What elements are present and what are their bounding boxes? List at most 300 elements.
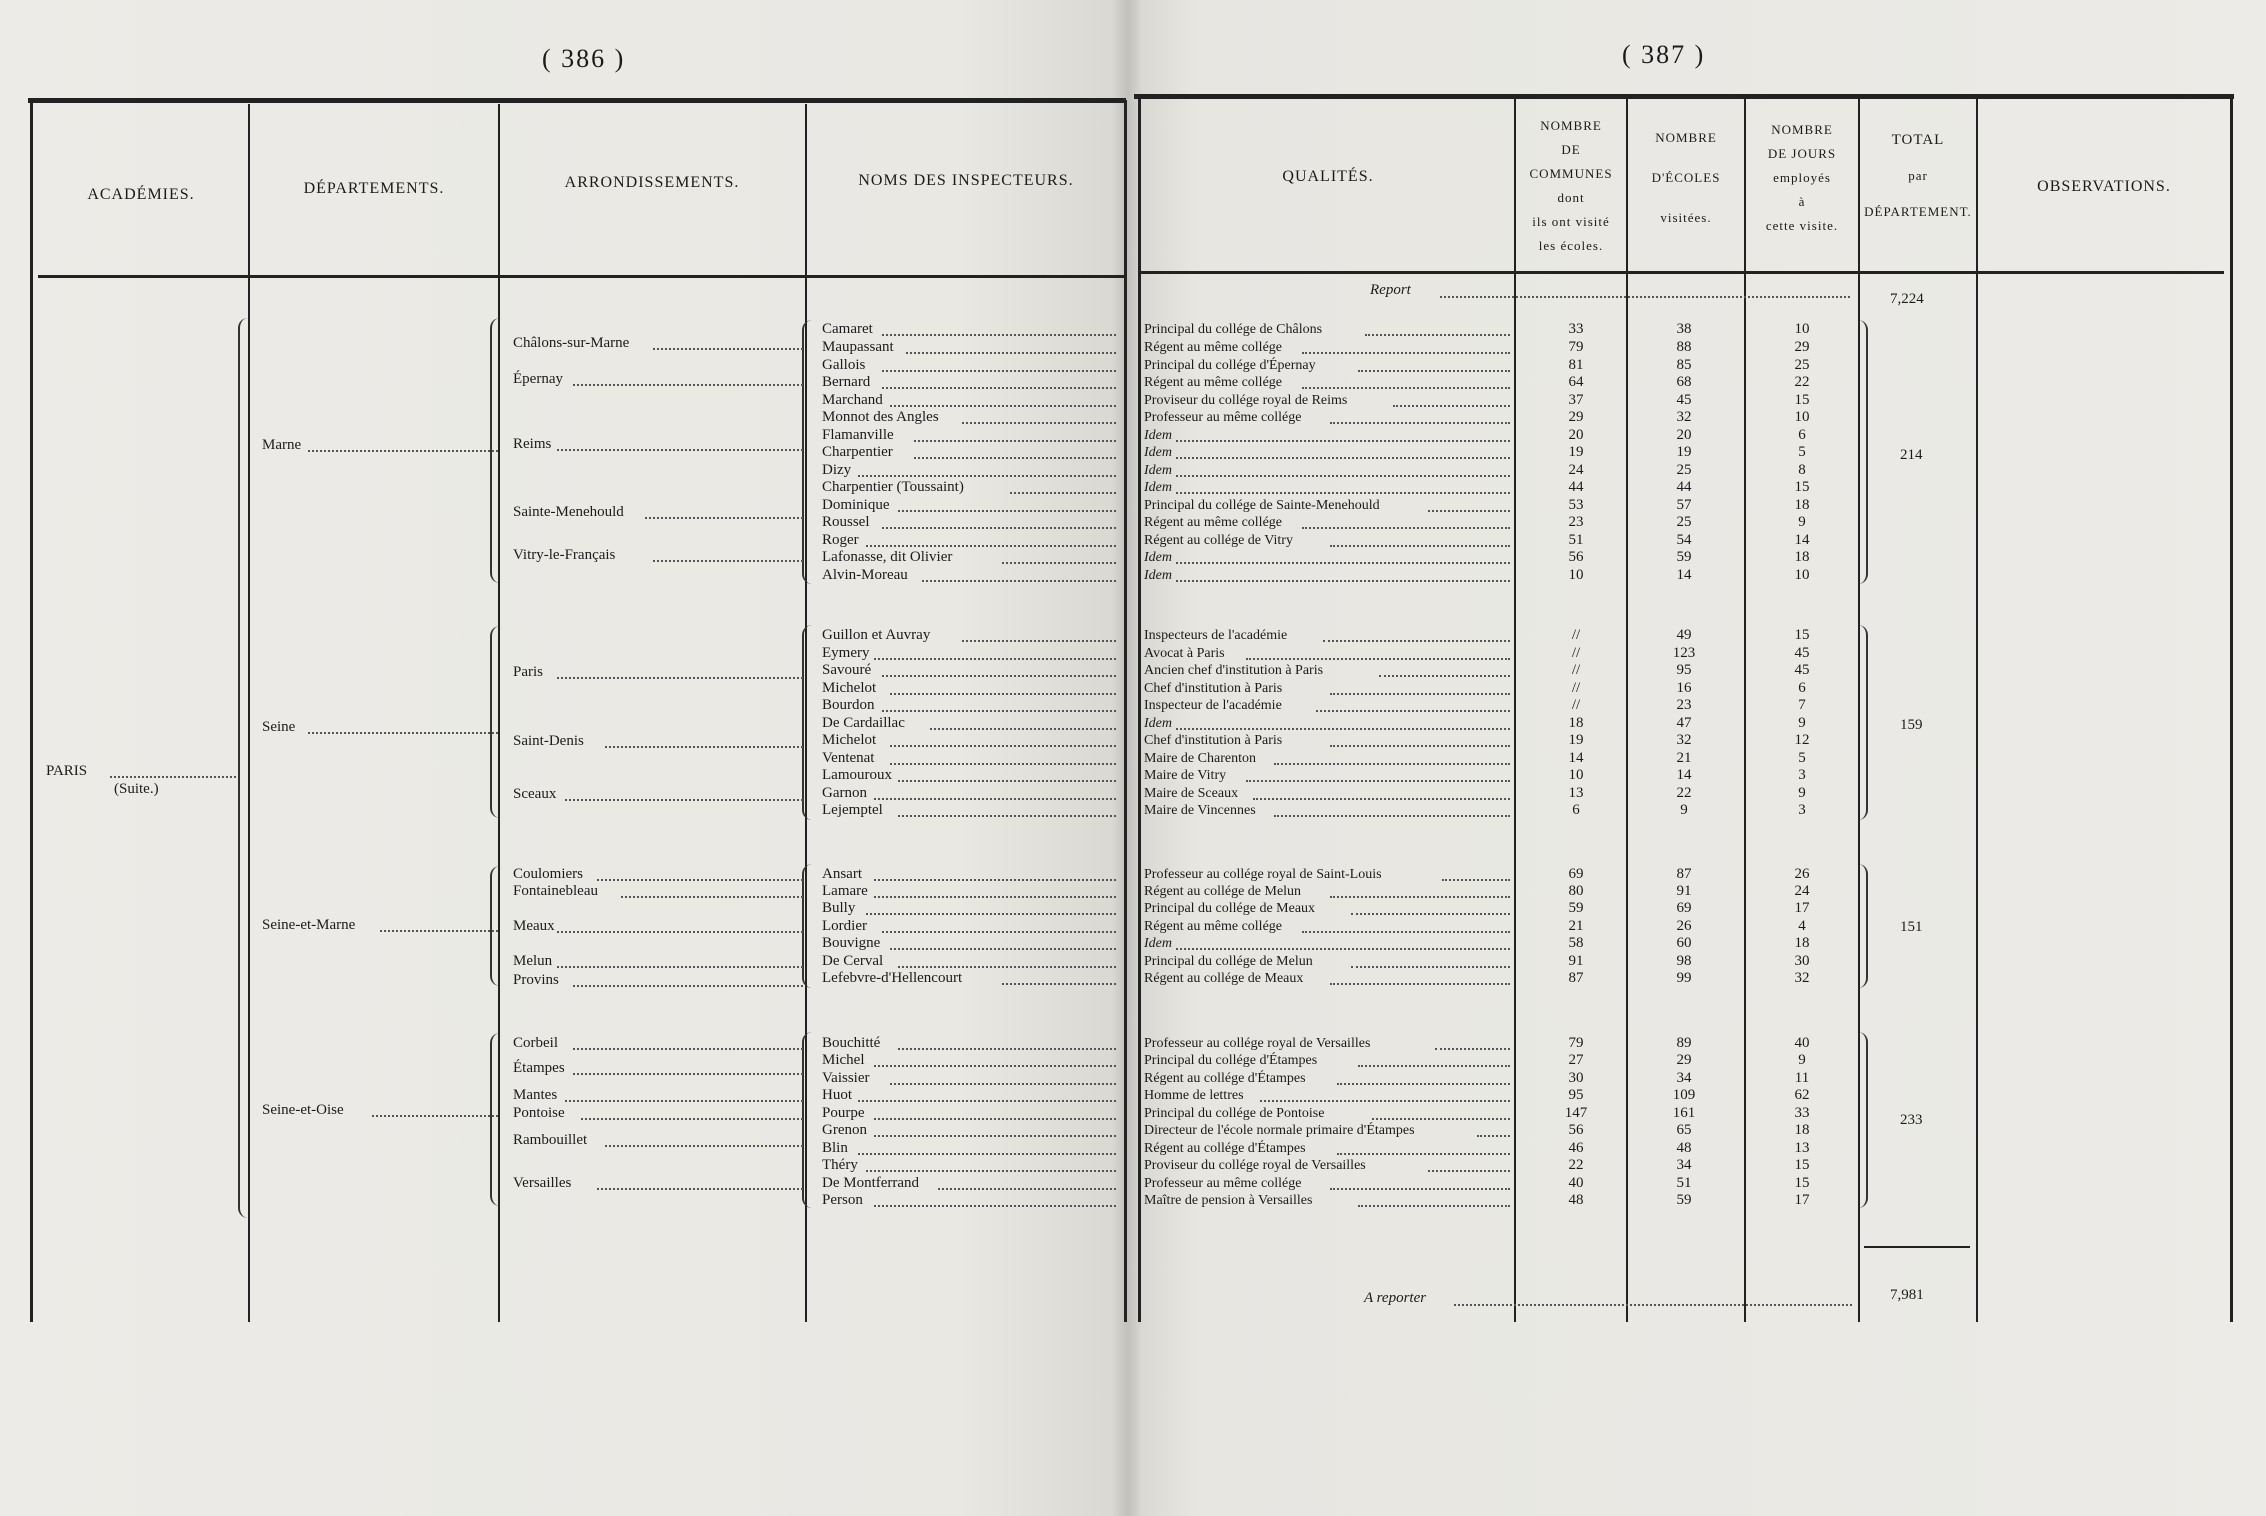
leader-dots — [938, 1188, 1116, 1190]
ecoles-count: 60 — [1676, 935, 1692, 951]
leader-dots — [1323, 640, 1510, 642]
header-rule-left — [38, 275, 1124, 278]
leader-dots — [1393, 405, 1510, 407]
jours-count: 15 — [1794, 627, 1810, 643]
sum-rule — [1864, 1246, 1970, 1248]
col-rule — [1626, 96, 1628, 1322]
academy-name: PARIS — [46, 763, 88, 779]
jours-count: 15 — [1794, 1157, 1810, 1173]
inspector-name: Lafonasse, dit Olivier — [822, 549, 953, 565]
communes-count: 53 — [1568, 497, 1584, 513]
ecoles-count: 109 — [1672, 1087, 1696, 1103]
leader-dots — [898, 780, 1116, 782]
ecoles-count: 48 — [1676, 1140, 1692, 1156]
leader-dots — [1428, 510, 1510, 512]
inspector-name: Lamouroux — [822, 767, 892, 783]
department-name: Marne — [262, 437, 302, 453]
header-jours-line: à — [1798, 194, 1806, 209]
jours-count: 45 — [1794, 645, 1810, 661]
inspector-qualite: Homme de lettres — [1144, 1088, 1244, 1103]
arrondissement-name: Fontainebleau — [513, 883, 598, 899]
inspector-name: Michelot — [822, 680, 877, 696]
inspector-qualite: Régent au collége de Melun — [1144, 884, 1302, 899]
col-rule — [2230, 96, 2233, 1322]
inspector-qualite: Maire de Vincennes — [1144, 803, 1256, 818]
leader-dots — [653, 560, 803, 562]
inspector-name: De Montferrand — [822, 1175, 920, 1191]
inspector-qualite: Idem — [1144, 716, 1172, 731]
inspector-qualite: Régent au collége d'Étampes — [1144, 1141, 1306, 1156]
leader-dots — [1330, 896, 1510, 898]
inspector-qualite: Professeur au collége royal de Versailles — [1144, 1036, 1371, 1051]
leader-dots — [557, 931, 803, 933]
header-communes-line: NOMBRE — [1540, 118, 1602, 133]
department-total: 151 — [1900, 919, 1923, 935]
inspector-qualite: Professeur au même collége — [1144, 410, 1302, 425]
arrondissement-name: Meaux — [513, 918, 555, 934]
leader-dots — [882, 931, 1116, 933]
inspector-name: Bully — [822, 900, 856, 916]
leader-dots — [874, 658, 1116, 660]
leader-dots — [1302, 352, 1510, 354]
inspector-name: De Cardaillac — [822, 715, 905, 731]
inspector-name: Charpentier (Toussaint) — [822, 479, 964, 495]
header-total-line: par — [1908, 168, 1928, 183]
ecoles-count: 25 — [1676, 514, 1692, 530]
inspector-qualite: Idem — [1144, 550, 1172, 565]
jours-count: 17 — [1794, 900, 1810, 916]
jours-count: 22 — [1794, 374, 1810, 390]
arrondissement-name: Saint-Denis — [513, 733, 584, 749]
inspector-qualite: Maire de Charenton — [1144, 751, 1256, 766]
header-communes-line: ils ont visité — [1532, 214, 1610, 229]
group-brace — [1858, 320, 1868, 584]
inspector-name: Bouvigne — [822, 935, 881, 951]
leader-dots — [1176, 440, 1510, 442]
leader-dots — [922, 580, 1116, 582]
jours-count: 26 — [1794, 866, 1810, 882]
leader-dots — [1330, 545, 1510, 547]
communes-count: 24 — [1568, 462, 1584, 478]
leader-dots — [1302, 527, 1510, 529]
jours-count: 62 — [1794, 1087, 1810, 1103]
inspector-name: Savouré — [822, 662, 872, 678]
ecoles-count: 16 — [1676, 680, 1692, 696]
ecoles-count: 98 — [1676, 953, 1692, 969]
leader-dots — [882, 527, 1116, 529]
inspector-qualite: Idem — [1144, 428, 1172, 443]
communes-count: 81 — [1568, 357, 1584, 373]
leader-dots — [858, 1100, 1116, 1102]
leader-dots — [380, 930, 498, 932]
header-total — [1862, 128, 1974, 224]
leader-dots — [573, 1048, 803, 1050]
ecoles-count: 22 — [1676, 785, 1692, 801]
ecoles-count: 26 — [1676, 918, 1692, 934]
jours-count: 24 — [1794, 883, 1810, 899]
communes-count: 80 — [1568, 883, 1584, 899]
jours-count: 17 — [1794, 1192, 1810, 1208]
inspector-name: Ansart — [822, 866, 862, 882]
ecoles-count: 34 — [1676, 1157, 1692, 1173]
leader-dots — [866, 545, 1116, 547]
leader-dots — [1442, 879, 1510, 881]
department-total: 214 — [1900, 447, 1923, 463]
leader-dots — [1330, 745, 1510, 747]
ecoles-count: 65 — [1676, 1122, 1692, 1138]
inspector-name: De Cerval — [822, 953, 884, 969]
inspector-qualite: Principal du collége d'Étampes — [1144, 1053, 1318, 1068]
inspector-qualite: Professeur au même collége — [1144, 1176, 1302, 1191]
inspector-qualite: Régent au même collége — [1144, 515, 1282, 530]
header-communes-line: dont — [1557, 190, 1585, 205]
leader-dots — [597, 879, 803, 881]
inspector-qualite: Régent au collége de Meaux — [1144, 971, 1304, 986]
ecoles-count: 23 — [1676, 697, 1692, 713]
inspector-name: Blin — [822, 1140, 848, 1156]
ecoles-count: 19 — [1676, 444, 1692, 460]
inspector-name: Camaret — [822, 321, 873, 337]
jours-count: 8 — [1798, 462, 1806, 478]
names-brace — [802, 625, 812, 820]
leader-dots — [1176, 475, 1510, 477]
jours-count: 25 — [1794, 357, 1810, 373]
leader-dots — [1302, 931, 1510, 933]
jours-count: 3 — [1798, 802, 1806, 818]
header-jours — [1748, 118, 1856, 238]
jours-count: 10 — [1794, 409, 1810, 425]
communes-count: 10 — [1568, 567, 1584, 583]
communes-count: 29 — [1568, 409, 1584, 425]
communes-count: 37 — [1568, 392, 1584, 408]
department-brace — [490, 1033, 500, 1206]
arrondissement-name: Épernay — [513, 371, 563, 387]
inspector-name: Monnot des Angles — [822, 409, 939, 425]
communes-count: 46 — [1568, 1140, 1584, 1156]
inspector-name: Bouchitté — [822, 1035, 881, 1051]
communes-count: 6 — [1572, 802, 1580, 818]
inspector-qualite: Inspecteur de l'académie — [1144, 698, 1282, 713]
leader-dots — [1477, 1135, 1510, 1137]
leader-dots — [898, 510, 1116, 512]
arrondissement-name: Coulomiers — [513, 866, 583, 882]
academy-suite: (Suite.) — [114, 781, 159, 797]
arrondissement-name: Sainte-Menehould — [513, 504, 624, 520]
leader-dots — [1440, 296, 1850, 298]
inspector-name: Lamare — [822, 883, 868, 899]
leader-dots — [605, 1145, 803, 1147]
inspector-name: Huot — [822, 1087, 852, 1103]
names-brace — [802, 320, 812, 584]
ecoles-count: 95 — [1676, 662, 1692, 678]
inspector-name: Lordier — [822, 918, 867, 934]
jours-count: 6 — [1798, 427, 1806, 443]
page-number-left: ( 386 ) — [542, 44, 626, 73]
jours-count: 5 — [1798, 750, 1806, 766]
communes-count: 13 — [1568, 785, 1584, 801]
ecoles-count: 85 — [1676, 357, 1692, 373]
jours-count: 13 — [1794, 1140, 1810, 1156]
leader-dots — [882, 370, 1116, 372]
inspector-name: Maupassant — [822, 339, 894, 355]
leader-dots — [1372, 1118, 1510, 1120]
report-total: 7,224 — [1890, 291, 1924, 307]
jours-count: 9 — [1798, 715, 1806, 731]
jours-count: 15 — [1794, 392, 1810, 408]
inspector-qualite: Ancien chef d'institution à Paris — [1144, 663, 1324, 678]
inspector-qualite: Principal du collége d'Épernay — [1144, 358, 1316, 373]
inspector-qualite: Idem — [1144, 568, 1172, 583]
header-total-line: DÉPARTEMENT. — [1864, 204, 1972, 219]
jours-count: 12 — [1794, 732, 1810, 748]
ecoles-count: 99 — [1676, 970, 1692, 986]
communes-count: 95 — [1568, 1087, 1584, 1103]
jours-count: 15 — [1794, 479, 1810, 495]
ecoles-count: 14 — [1676, 767, 1692, 783]
inspector-name: Pourpe — [822, 1105, 865, 1121]
leader-dots — [858, 475, 1116, 477]
department-name: Seine-et-Marne — [262, 917, 356, 933]
leader-dots — [1435, 1048, 1510, 1050]
leader-dots — [962, 640, 1116, 642]
ecoles-count: 88 — [1676, 339, 1692, 355]
inspector-qualite: Principal du collége de Melun — [1144, 954, 1313, 969]
left-page — [0, 0, 1128, 1516]
arrondissement-name: Paris — [513, 664, 543, 680]
leader-dots — [866, 1170, 1116, 1172]
arrondissement-name: Reims — [513, 436, 552, 452]
communes-count: 30 — [1568, 1070, 1584, 1086]
leader-dots — [605, 746, 803, 748]
ecoles-count: 161 — [1672, 1105, 1696, 1121]
header-ecoles — [1630, 126, 1742, 230]
jours-count: 5 — [1798, 444, 1806, 460]
inspector-name: Alvin-Moreau — [822, 567, 908, 583]
academy-brace — [238, 318, 248, 1218]
arrondissement-name: Corbeil — [513, 1035, 558, 1051]
ecoles-count: 123 — [1672, 645, 1696, 661]
col-rule — [1976, 96, 1978, 1322]
inspector-qualite: Régent au même collége — [1144, 375, 1282, 390]
leader-dots — [1330, 983, 1510, 985]
leader-dots — [890, 1083, 1116, 1085]
inspector-name: Grenon — [822, 1122, 867, 1138]
leader-dots — [1379, 675, 1510, 677]
department-brace — [490, 318, 500, 583]
inspector-qualite: Principal du collége de Meaux — [1144, 901, 1316, 916]
jours-count: 29 — [1794, 339, 1810, 355]
jours-count: 15 — [1794, 1175, 1810, 1191]
communes-count: 20 — [1568, 427, 1584, 443]
communes-count: 56 — [1568, 1122, 1584, 1138]
leader-dots — [914, 457, 1116, 459]
page-number-right: ( 387 ) — [1622, 40, 1706, 69]
ecoles-count: 29 — [1676, 1052, 1692, 1068]
jours-count: 3 — [1798, 767, 1806, 783]
ecoles-count: 91 — [1676, 883, 1692, 899]
jours-count: 7 — [1798, 697, 1806, 713]
leader-dots — [874, 1205, 1116, 1207]
inspector-name: Lejemptel — [822, 802, 883, 818]
inspector-qualite: Principal du collége de Sainte-Menehould — [1144, 498, 1380, 513]
leader-dots — [1365, 334, 1510, 336]
communes-count: 19 — [1568, 444, 1584, 460]
header-academies: ACADÉMIES. — [87, 186, 195, 203]
header-communes-line: DE COMMUNES — [1529, 142, 1613, 181]
a-reporter-total: 7,981 — [1890, 1287, 1924, 1303]
communes-count: // — [1571, 680, 1581, 696]
communes-count: 19 — [1568, 732, 1584, 748]
header-arrondissements: ARRONDISSEMENTS. — [564, 174, 740, 191]
leader-dots — [874, 1065, 1116, 1067]
leader-dots — [1302, 387, 1510, 389]
leader-dots — [930, 728, 1116, 730]
leader-dots — [1274, 815, 1510, 817]
arrondissement-name: Étampes — [513, 1060, 565, 1076]
leader-dots — [573, 985, 803, 987]
ecoles-count: 57 — [1676, 497, 1692, 513]
leader-dots — [1010, 492, 1116, 494]
inspector-name: Roussel — [822, 514, 870, 530]
leader-dots — [882, 675, 1116, 677]
col-rule — [1124, 100, 1127, 1322]
leader-dots — [1176, 492, 1510, 494]
leader-dots — [1351, 913, 1510, 915]
jours-count: 40 — [1794, 1035, 1810, 1051]
header-qualites: QUALITÉS. — [1282, 168, 1374, 185]
inspector-name: Vaissier — [822, 1070, 870, 1086]
jours-count: 18 — [1794, 497, 1810, 513]
jours-count: 18 — [1794, 549, 1810, 565]
communes-count: 79 — [1568, 339, 1584, 355]
jours-count: 10 — [1794, 321, 1810, 337]
header-communes-line: les écoles. — [1538, 238, 1604, 253]
ecoles-count: 47 — [1676, 715, 1692, 731]
inspector-name: Person — [822, 1192, 863, 1208]
leader-dots — [874, 1135, 1116, 1137]
header-noms: NOMS DES INSPECTEURS. — [858, 172, 1074, 189]
communes-count: 87 — [1568, 970, 1584, 986]
ecoles-count: 38 — [1676, 321, 1692, 337]
arrondissement-name: Châlons-sur-Marne — [513, 335, 630, 351]
inspector-name: Flamanville — [822, 427, 894, 443]
header-communes — [1518, 114, 1624, 258]
ecoles-count: 87 — [1676, 866, 1692, 882]
inspector-name: Guillon et Auvray — [822, 627, 931, 643]
col-rule — [1138, 96, 1141, 1322]
leader-dots — [110, 776, 240, 778]
leader-dots — [882, 334, 1116, 336]
jours-count: 9 — [1798, 514, 1806, 530]
leader-dots — [565, 1100, 803, 1102]
inspector-qualite: Régent au collége de Vitry — [1144, 533, 1293, 548]
leader-dots — [1337, 1083, 1510, 1085]
leader-dots — [557, 449, 803, 451]
ecoles-count: 49 — [1676, 627, 1692, 643]
leader-dots — [1002, 983, 1116, 985]
inspector-name: Dominique — [822, 497, 890, 513]
group-brace — [1858, 625, 1868, 820]
inspector-name: Bernard — [822, 374, 871, 390]
inspector-name: Bourdon — [822, 697, 875, 713]
leader-dots — [1351, 966, 1510, 968]
leader-dots — [890, 763, 1116, 765]
inspector-qualite: Idem — [1144, 480, 1172, 495]
leader-dots — [1316, 710, 1510, 712]
leader-dots — [1176, 728, 1510, 730]
inspector-qualite: Proviseur du collége royal de Versailles — [1144, 1158, 1366, 1173]
header-ecoles-line: visitées. — [1660, 210, 1712, 225]
leader-dots — [874, 1118, 1116, 1120]
leader-dots — [882, 710, 1116, 712]
leader-dots — [565, 799, 803, 801]
jours-count: 30 — [1794, 953, 1810, 969]
leader-dots — [653, 348, 803, 350]
jours-count: 33 — [1794, 1105, 1810, 1121]
inspector-name: Théry — [822, 1157, 858, 1173]
a-reporter-label: A reporter — [1364, 1290, 1427, 1306]
leader-dots — [906, 352, 1116, 354]
header-jours-line: cette visite. — [1765, 218, 1839, 233]
inspector-qualite: Régent au collége d'Étampes — [1144, 1071, 1306, 1086]
ecoles-count: 21 — [1676, 750, 1692, 766]
ecoles-count: 32 — [1676, 409, 1692, 425]
leader-dots — [372, 1115, 498, 1117]
communes-count: // — [1571, 645, 1581, 661]
jours-count: 9 — [1798, 1052, 1806, 1068]
communes-count: 56 — [1568, 549, 1584, 565]
arrondissement-name: Vitry-le-Français — [513, 547, 616, 563]
jours-count: 6 — [1798, 680, 1806, 696]
inspector-qualite: Idem — [1144, 936, 1172, 951]
header-observations: OBSERVATIONS. — [2037, 178, 2171, 195]
inspector-name: Dizy — [822, 462, 852, 478]
communes-count: 44 — [1568, 479, 1584, 495]
jours-count: 4 — [1798, 918, 1806, 934]
leader-dots — [645, 517, 803, 519]
inspector-qualite: Régent au même collége — [1144, 340, 1282, 355]
communes-count: 23 — [1568, 514, 1584, 530]
header-jours-line: DE JOURS — [1767, 146, 1837, 161]
arrondissement-name: Rambouillet — [513, 1132, 588, 1148]
leader-dots — [1260, 1100, 1510, 1102]
department-name: Seine — [262, 719, 296, 735]
communes-count: 91 — [1568, 953, 1584, 969]
ecoles-count: 25 — [1676, 462, 1692, 478]
leader-dots — [597, 1188, 803, 1190]
inspector-name: Roger — [822, 532, 859, 548]
communes-count: 18 — [1568, 715, 1584, 731]
ecoles-count: 14 — [1676, 567, 1692, 583]
communes-count: 14 — [1568, 750, 1584, 766]
leader-dots — [874, 879, 1116, 881]
inspector-qualite: Maire de Sceaux — [1144, 786, 1239, 801]
leader-dots — [1358, 1065, 1510, 1067]
arrondissement-name: Melun — [513, 953, 553, 969]
leader-dots — [1358, 370, 1510, 372]
leader-dots — [1176, 457, 1510, 459]
communes-count: 58 — [1568, 935, 1584, 951]
inspector-qualite: Chef d'institution à Paris — [1144, 733, 1283, 748]
jours-count: 18 — [1794, 935, 1810, 951]
inspector-name: Gallois — [822, 357, 866, 373]
ecoles-count: 44 — [1676, 479, 1692, 495]
leader-dots — [1253, 798, 1510, 800]
header-rule-right — [1140, 271, 2224, 274]
leader-dots — [557, 677, 803, 679]
leader-dots — [866, 913, 1116, 915]
jours-count: 9 — [1798, 785, 1806, 801]
